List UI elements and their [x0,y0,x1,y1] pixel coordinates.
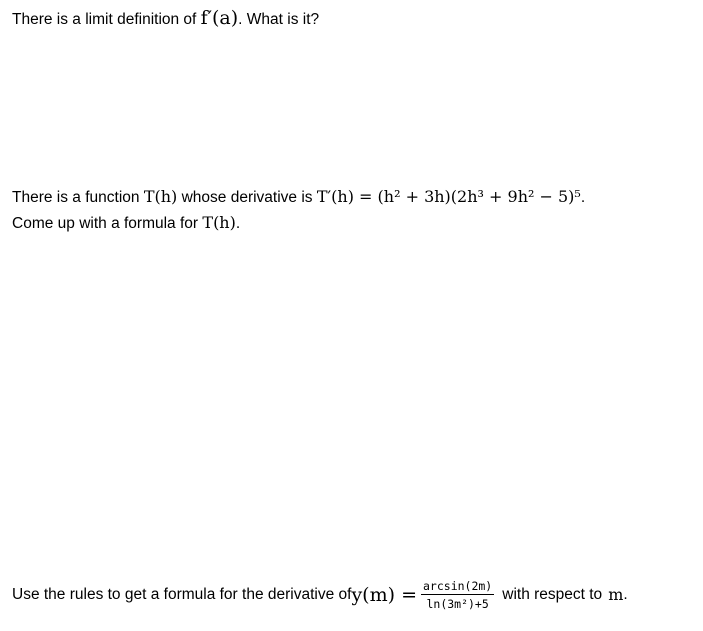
question-3-text-end: with respect to [502,586,603,603]
question-1 [12,8,319,30]
question-3-text: Use the rules to get a formula for the derivative of [12,586,352,603]
question-2-line-2 [12,213,240,234]
question-2-math-derivative: T′(h) = (h² + 3h)(2h³ + 9h² − 5)⁵ [316,187,581,206]
question-3-fraction [421,579,494,611]
question-3-math-lhs: y(m) = [351,584,417,606]
fraction-numerator: arcsin(2m) [423,579,493,593]
question-2-math-function: T(h) [143,187,178,206]
question-1-math: f′(a) [200,7,239,29]
question-2-math-function-2: T(h) [202,213,236,232]
question-2-line-1 [12,187,585,208]
question-2-text-end: . [580,189,586,206]
question-3 [12,576,628,614]
question-1-text: There is a limit definition of [12,11,201,28]
question-3-math-var: m [608,585,624,604]
fraction-denominator: ln(3m²)+5 [426,597,489,611]
question-2-line-2-text: Come up with a formula for [12,215,203,232]
question-2-text: There is a function [12,189,144,206]
question-2-line-2-end: . [235,215,241,232]
question-1-text-end: . What is it? [238,11,320,28]
question-2-text-middle: whose derivative is [177,189,317,206]
question-3-end: . [623,586,628,603]
